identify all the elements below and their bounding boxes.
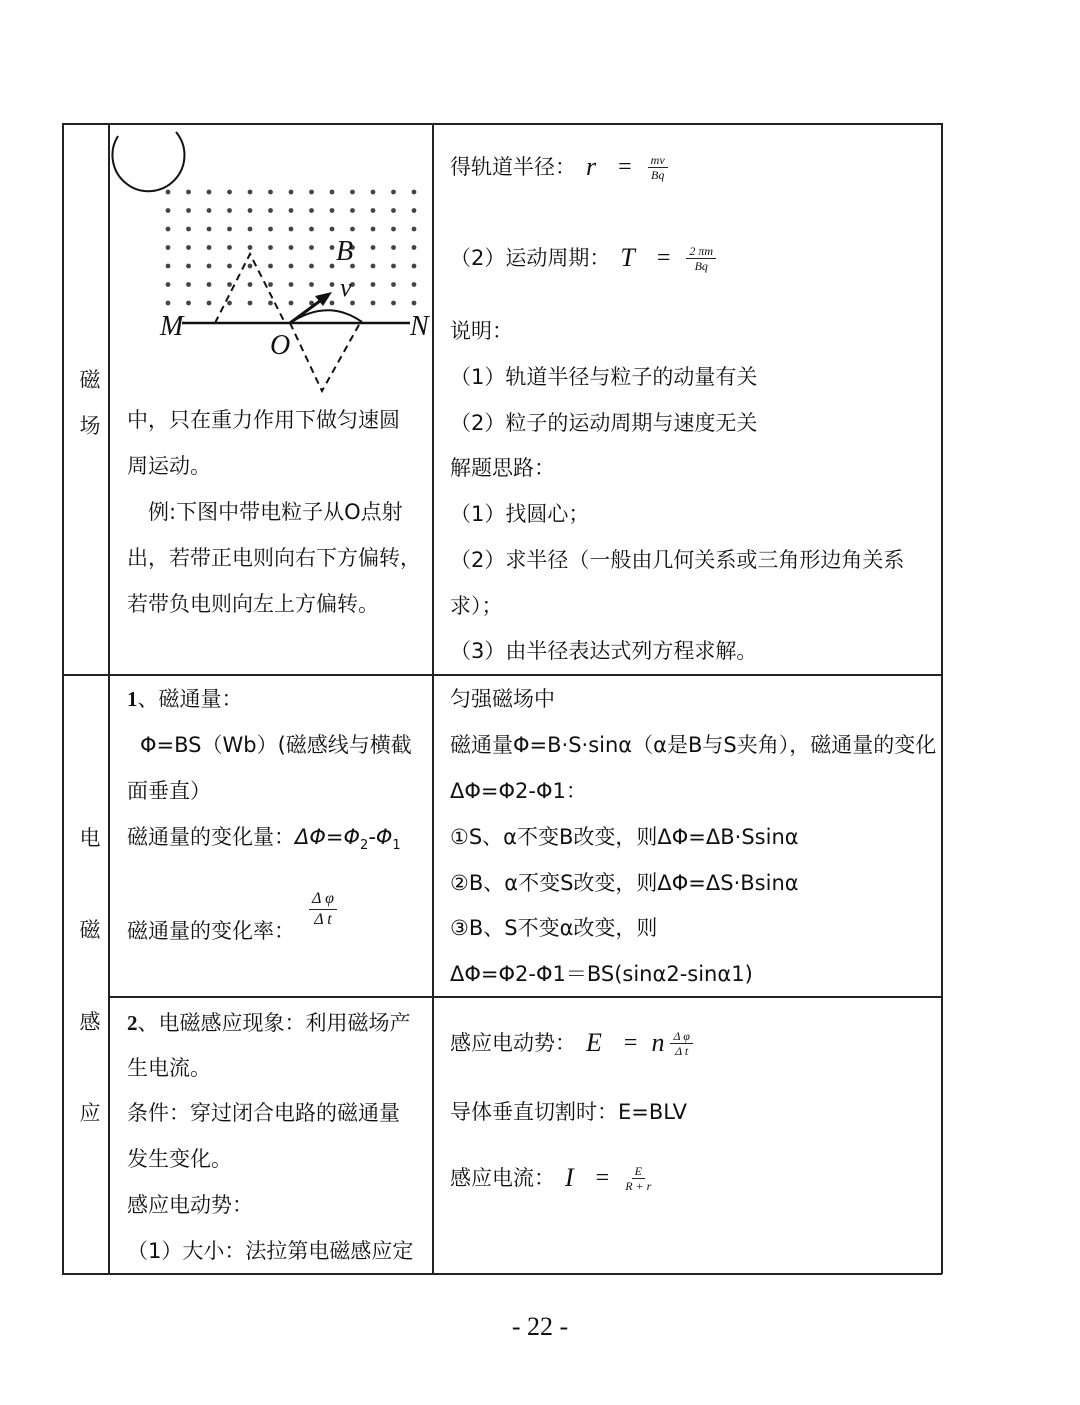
induction-title-cont: 生电流。 [127, 1056, 211, 1080]
field-dot [289, 282, 294, 287]
field-dot [330, 282, 335, 287]
page-number: - 22 - [511, 1312, 569, 1341]
cutting-emf: 导体垂直切割时：E=BLV [450, 1100, 688, 1124]
field-dot [412, 245, 417, 250]
period-label: （2）运动周期： [450, 246, 611, 270]
field-dot [186, 208, 191, 213]
field-dot [166, 264, 171, 269]
field-dot [186, 227, 191, 232]
row-label-char: 感 [79, 1010, 101, 1034]
flux-title-text: 、磁通量： [137, 687, 243, 711]
field-dot [268, 190, 273, 195]
field-dot [391, 282, 396, 287]
field-dot [166, 190, 171, 195]
field-dot [371, 227, 376, 232]
field-dot [186, 282, 191, 287]
field-dot [371, 245, 376, 250]
approach-step: （3）由半径表达式列方程求解。 [450, 639, 758, 663]
field-dot [412, 190, 417, 195]
field-dot [227, 264, 232, 269]
field-dot [412, 301, 417, 306]
period-eq: = [656, 245, 671, 271]
field-dot [268, 301, 273, 306]
example-line: 例:下图中带电粒子从O点射 [148, 500, 403, 524]
flux-change-label: 磁通量的变化量： [127, 825, 295, 849]
emf-var: E [586, 1028, 602, 1057]
induction-title-num: 2 [127, 1011, 138, 1035]
field-dot [289, 264, 294, 269]
field-dot [166, 208, 171, 213]
field-dot [371, 301, 376, 306]
field-dot [268, 245, 273, 250]
field-dot [207, 282, 212, 287]
field-dot [186, 190, 191, 195]
field-dot [391, 208, 396, 213]
row-label-char: 场 [79, 414, 101, 438]
field-dot [309, 264, 314, 269]
field-dot [391, 227, 396, 232]
induction-emf: 感应电动势： [127, 1193, 253, 1217]
field-dot [309, 227, 314, 232]
field-dot [309, 208, 314, 213]
induction-condition: 条件：穿过闭合电路的磁通量 [127, 1101, 400, 1125]
field-text-line: 中，只在重力作用下做匀速圆 [127, 408, 400, 432]
flux-formula: Φ=BS（Wb）(磁感线与横截 [140, 733, 412, 757]
field-dot [186, 301, 191, 306]
note-line: （1）轨道半径与粒子的动量有关 [450, 365, 758, 389]
field-dot [391, 190, 396, 195]
field-dot [412, 264, 417, 269]
field-dot [309, 245, 314, 250]
flux-change-sub1: 1 [392, 838, 401, 854]
flux-change-sub2: 2 [360, 838, 369, 854]
current-eq: = [595, 1165, 610, 1191]
radius-formula [450, 152, 672, 182]
field-dot [248, 264, 253, 269]
table-left-border [62, 123, 64, 1274]
current-fraction [625, 1164, 651, 1193]
field-dot [227, 282, 232, 287]
field-dot [166, 282, 171, 287]
field-dot [227, 190, 232, 195]
current-numerator: E [632, 1164, 645, 1179]
field-dot [289, 227, 294, 232]
flux-case-formula: ΔΦ=Φ2-Φ1＝BS(sinα2-sinα1) [450, 962, 753, 986]
row-label-char: 电 [79, 826, 101, 850]
field-dot [412, 282, 417, 287]
label-N: N [410, 311, 429, 342]
field-dot [248, 245, 253, 250]
field-dot [330, 190, 335, 195]
field-dot [166, 301, 171, 306]
label-v: v [340, 273, 352, 302]
field-dot [227, 208, 232, 213]
approach-step: （1）找圆心； [450, 502, 590, 526]
field-dot [207, 227, 212, 232]
row-divider-induction [108, 996, 942, 998]
field-dot [268, 282, 273, 287]
field-dot [371, 190, 376, 195]
flux-case: ③B、S不变α改变，则 [450, 916, 658, 940]
flux-change-minus: -Φ [368, 825, 393, 849]
field-dot [166, 227, 171, 232]
emf-denominator: Δ t [675, 1043, 689, 1058]
field-dot [330, 245, 335, 250]
note-line: （2）粒子的运动周期与速度无关 [450, 411, 758, 435]
example-line: 出，若带正电则向右下方偏转， [127, 546, 421, 570]
field-dot [330, 264, 335, 269]
emf-fraction [670, 1029, 692, 1058]
emf-n: n [651, 1028, 665, 1057]
emf-formula [450, 1028, 697, 1058]
approach-step: （2）求半径（一般由几何关系或三角形边角关系 [450, 548, 905, 572]
period-var: T [620, 243, 635, 272]
radius-var: r [586, 152, 597, 181]
field-dot [186, 245, 191, 250]
flux-rate [127, 872, 341, 946]
field-dot [350, 227, 355, 232]
field-dot [371, 282, 376, 287]
field-dot [412, 227, 417, 232]
field-dot [309, 190, 314, 195]
field-dot [330, 227, 335, 232]
flux-title-num: 1 [127, 687, 138, 711]
circle-arc [112, 132, 184, 191]
field-dot [268, 264, 273, 269]
current-formula [450, 1163, 655, 1193]
table-right-border [941, 123, 943, 1274]
field-dot [289, 301, 294, 306]
field-dot [350, 208, 355, 213]
flux-definition: 磁通量Φ=B·S·sinα（α是B与S夹角），磁通量的变化 [450, 733, 937, 757]
field-dot [248, 227, 253, 232]
field-dot [391, 301, 396, 306]
field-dots [166, 190, 417, 306]
induction-condition-cont: 发生变化。 [127, 1147, 232, 1171]
emf-eq: = [623, 1030, 638, 1056]
row-label-char: 磁 [79, 368, 101, 392]
field-dot [207, 208, 212, 213]
flux-rate-numerator: Δ φ [309, 889, 337, 910]
period-denominator: Bq [694, 258, 708, 273]
row-label-char: 应 [79, 1101, 101, 1125]
example-line: 若带负电则向左上方偏转。 [127, 592, 379, 616]
field-dot [268, 227, 273, 232]
induction-size: （1）大小：法拉第电磁感应定 [127, 1239, 414, 1263]
field-dot [248, 282, 253, 287]
row-label-char: 磁 [79, 918, 101, 942]
label-B: B [336, 236, 354, 267]
radius-eq: = [618, 154, 632, 180]
field-dot [227, 227, 232, 232]
field-dot [207, 190, 212, 195]
field-dot [207, 245, 212, 250]
field-dot [248, 208, 253, 213]
content-column-divider [432, 123, 434, 1274]
field-dot [412, 208, 417, 213]
field-dot [371, 264, 376, 269]
radius-denominator: Bq [651, 167, 665, 182]
radius-label: 得轨道半径： [450, 155, 576, 179]
period-fraction [686, 244, 716, 273]
field-dot [330, 208, 335, 213]
approach-step: 求）； [450, 594, 503, 618]
field-dot [350, 190, 355, 195]
induction-title [127, 1008, 411, 1038]
radius-fraction [648, 153, 668, 182]
field-dot [207, 301, 212, 306]
field-dot [289, 245, 294, 250]
induction-title-text: 、电磁感应现象：利用磁场产 [137, 1011, 411, 1035]
field-dot [186, 264, 191, 269]
emf-label: 感应电动势： [450, 1031, 576, 1055]
field-dot [391, 245, 396, 250]
period-numerator: 2 πm [686, 244, 716, 259]
flux-rate-fraction [309, 889, 337, 930]
label-M: M [160, 311, 184, 342]
field-dot [248, 301, 253, 306]
magnetic-field-diagram [110, 126, 432, 406]
label-O: O [270, 330, 291, 361]
field-dot [371, 208, 376, 213]
period-formula [450, 243, 720, 273]
flux-delta: ΔΦ=Φ2-Φ1： [450, 779, 587, 803]
flux-change-formula: ΔΦ=Φ [295, 825, 361, 849]
flux-case: ②B、α不变S改变，则ΔΦ=ΔS·Bsinα [450, 871, 799, 895]
radius-numerator: mv [648, 153, 668, 168]
table-top-border [62, 123, 942, 125]
emf-numerator: Δ φ [670, 1029, 692, 1044]
flux-case: ①S、α不变B改变，则ΔΦ=ΔB·Ssinα [450, 825, 799, 849]
row-divider-field [62, 674, 942, 676]
field-dot [391, 264, 396, 269]
field-dot [248, 190, 253, 195]
flux-title [127, 684, 243, 714]
current-denominator: R + r [625, 1178, 652, 1193]
note-title: 说明： [450, 319, 513, 343]
uniform-field-title: 匀强磁场中 [450, 687, 555, 711]
field-dot [166, 245, 171, 250]
flux-change [127, 822, 401, 861]
dashed-triangle-down [290, 323, 360, 391]
field-dot [268, 208, 273, 213]
field-dot [309, 282, 314, 287]
flux-formula-cont: 面垂直） [127, 779, 211, 803]
field-dot [330, 301, 335, 306]
flux-rate-denominator: Δ t [314, 910, 332, 928]
current-var: I [565, 1163, 574, 1192]
current-label: 感应电流： [450, 1166, 555, 1190]
table-bottom-border [62, 1273, 942, 1275]
field-dot [227, 245, 232, 250]
field-text-line: 周运动。 [127, 454, 211, 478]
field-dot [289, 208, 294, 213]
field-dot [289, 190, 294, 195]
approach-title: 解题思路： [450, 456, 555, 480]
field-dot [207, 264, 212, 269]
flux-rate-label: 磁通量的变化率： [127, 919, 295, 943]
field-dot [227, 301, 232, 306]
